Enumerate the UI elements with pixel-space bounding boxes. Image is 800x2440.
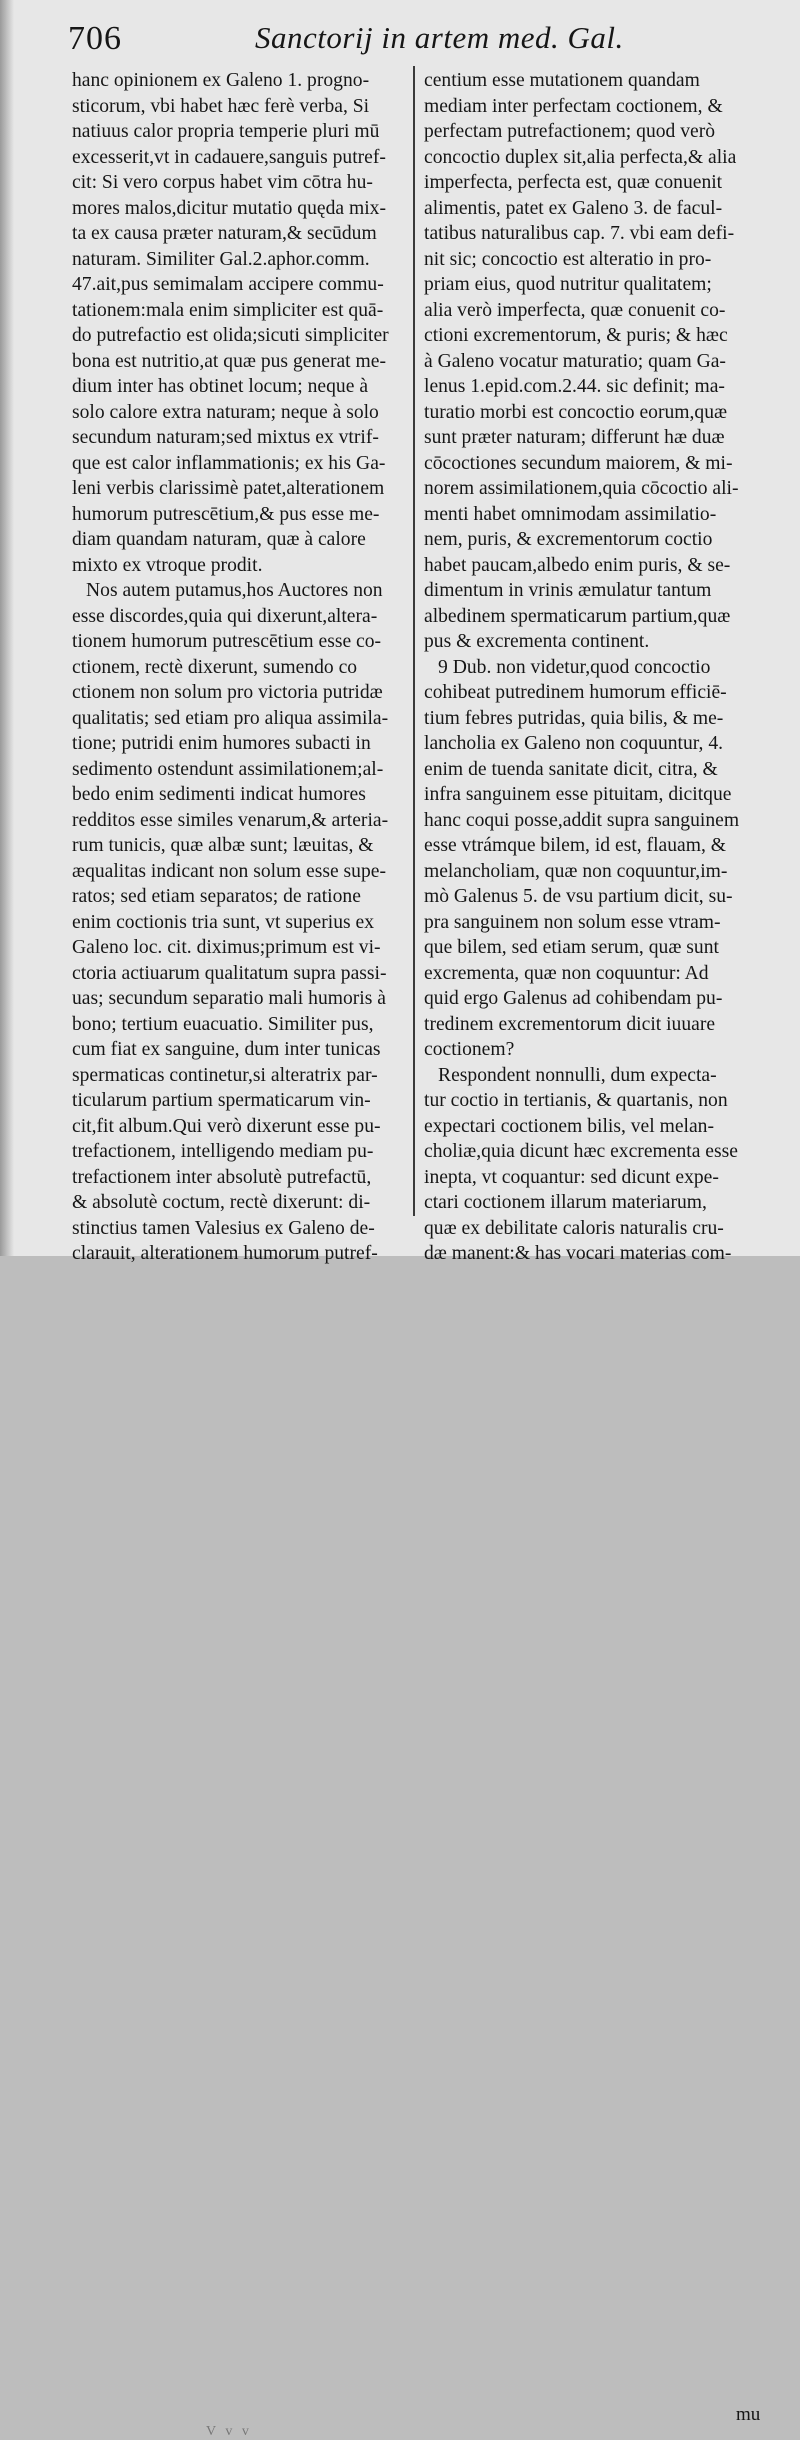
text-line: Nos autem putamus,hos Auctores non <box>86 580 383 601</box>
left-column <box>72 68 412 1267</box>
text-line: lenus 1.epid.com.2.44. sic definit; ma- <box>424 376 725 397</box>
text-line: tur coctio in tertianis, & quartanis, non <box>424 1090 728 1111</box>
text-line: ctoria actiuarum qualitatum supra passi- <box>72 962 387 984</box>
text-line: que bilem, sed etiam serum, quæ sunt <box>424 937 719 958</box>
text-line: que est calor inflammationis; ex his Ga- <box>72 452 386 474</box>
text-line: uas; secundum separatio mali humoris à <box>72 988 386 1009</box>
text-line: concoctio duplex sit,alia perfecta,& alia <box>424 146 737 168</box>
text-line: pus & excrementa continent. <box>424 631 650 652</box>
text-line: naturam. Similiter Gal.2.aphor.comm. <box>72 248 370 270</box>
text-line: 47.ait,pus semimalam accipere commu- <box>72 274 384 295</box>
text-line: natiuus calor propria temperie pluri mū <box>72 121 380 142</box>
text-line: cum fiat ex sanguine, dum inter tunicas <box>72 1039 381 1060</box>
text-line: imperfecta, perfecta est, quæ conuenit <box>424 172 723 193</box>
running-title: Sanctorij in artem med. Gal. <box>255 20 624 55</box>
text-line: pra sanguinem non solum esse vtram- <box>424 911 721 933</box>
text-line: sedimento ostendunt assimilationem;al- <box>72 758 384 780</box>
text-line: nit sic; concoctio est alteratio in pro- <box>424 248 712 270</box>
text-line: inepta, vt coquantur: sed dicunt expe- <box>424 1166 719 1188</box>
text-line: sunt præter naturam; differunt hæ duæ <box>424 427 725 448</box>
text-line: centium esse mutationem quandam <box>424 70 700 91</box>
page-edge-shadow <box>0 0 14 1256</box>
text-line: mixto ex vtroque prodit. <box>72 554 263 576</box>
text-line: habet paucam,albedo enim puris, & se- <box>424 554 731 576</box>
text-line: & absolutè coctum, rectè dixerunt: di- <box>72 1192 371 1213</box>
text-line: expectari coctionem bilis, vel melan- <box>424 1115 714 1137</box>
text-line: ticularum partium spermaticarum vin- <box>72 1090 371 1111</box>
text-line: trefactionem inter absolutè putrefactū, <box>72 1166 372 1188</box>
text-line: enim de tuenda sanitate dicit, citra, & <box>424 758 718 780</box>
text-line: infra sanguinem esse pituitam, dicitque <box>424 784 732 805</box>
text-line: Galeno loc. cit. diximus;primum est vi- <box>72 937 381 958</box>
text-line: hanc coqui posse,addit supra sanguinem <box>424 809 740 831</box>
text-line: tredinem excrementorum dicit iuuare <box>424 1013 716 1035</box>
text-line: alia verò imperfecta, quæ conuenit co- <box>424 299 726 321</box>
text-line: esse discordes,quia qui dixerunt,altera- <box>72 605 378 627</box>
text-line: bono; tertium euacuatio. Similiter pus, <box>72 1013 374 1035</box>
text-line: enim coctionis tria sunt, vt superius ex <box>72 911 375 933</box>
text-line: perfectam putrefactionem; quod verò <box>424 121 716 142</box>
text-line: qualitatis; sed etiam pro aliqua assimila- <box>72 707 389 729</box>
page-number: 706 <box>68 20 122 57</box>
text-line: mò Galenus 5. de vsu partium dicit, su- <box>424 886 733 907</box>
text-line: melancholiam, quæ non coquuntur,im- <box>424 860 728 882</box>
text-line: turatio morbi est concoctio eorum,quæ <box>424 401 728 423</box>
text-line: cohibeat putredinem humorum efficiē- <box>424 682 727 703</box>
text-line: quid ergo Galenus ad cohibendam pu- <box>424 988 723 1009</box>
text-line: coctionem? <box>424 1039 515 1060</box>
text-line: quæ ex debilitate caloris naturalis cru- <box>424 1217 724 1239</box>
text-line: bona est nutritio,at quæ pus generat me- <box>72 350 386 372</box>
catchword: mu <box>736 2404 761 2425</box>
text-line: ctionem, rectè dixerunt, sumendo co <box>72 656 358 678</box>
text-line: sticorum, vbi habet hæc ferè verba, Si <box>72 95 370 117</box>
text-line: ta ex causa præter naturam,& secūdum <box>72 223 377 244</box>
text-line: redditos esse similes venarum,& arteria- <box>72 809 389 831</box>
text-line: tionem humorum putrescētium esse co- <box>72 631 382 652</box>
text-line: lancholia ex Galeno non coquuntur, 4. <box>424 733 724 754</box>
text-line: à Galeno vocatur maturatio; quam Ga- <box>424 350 726 372</box>
text-line: esse vtrámque bilem, id est, flauam, & <box>424 835 726 856</box>
signature-mark: V v v <box>206 2424 252 2439</box>
text-line: dæ manent:& has vocari materias com- <box>424 1243 732 1264</box>
text-line: Respondent nonnulli, dum expecta- <box>438 1064 717 1086</box>
text-line: dium inter has obtinet locum; neque à <box>72 376 369 397</box>
text-line: stinctius tamen Valesius ex Galeno de- <box>72 1217 375 1239</box>
text-line: 9 Dub. non videtur,quod concoctio <box>438 656 711 678</box>
text-line: do putrefactio est olida;sicuti simpliciter <box>72 325 389 346</box>
text-line: leni verbis clarissimè patet,alterationem <box>72 478 385 499</box>
text-line: cōcoctiones secundum maiorem, & mi- <box>424 452 733 474</box>
text-line: tium febres putridas, quia bilis, & me- <box>424 707 724 729</box>
text-line: cit,fit album.Qui verò dixerunt esse pu- <box>72 1115 381 1137</box>
text-line: æqualitas indicant non solum esse supe- <box>72 860 386 882</box>
text-line: ratos; sed etiam separatos; de ratione <box>72 886 361 907</box>
text-line: ctari coctionem illarum materiarum, <box>424 1192 707 1213</box>
text-line: mediam inter perfectam coctionem, & <box>424 95 723 117</box>
text-line: bedo enim sedimenti indicat humores <box>72 784 366 805</box>
right-column <box>424 68 794 1267</box>
text-line: choliæ,quia dicunt hæc excrementa esse <box>424 1141 738 1162</box>
text-line: hanc opinionem ex Galeno 1. progno- <box>72 70 370 91</box>
text-line: tatibus naturalibus cap. 7. vbi eam defi- <box>424 223 735 244</box>
text-line: humorum putrescētium,& pus esse me- <box>72 503 380 525</box>
text-line: rum tunicis, quæ albæ sunt; læuitas, & <box>72 835 374 856</box>
text-line: diam quandam naturam, quæ à calore <box>72 529 366 550</box>
text-line: spermaticas continetur,si alteratrix par- <box>72 1064 378 1086</box>
text-line: nem, puris, & excrementorum coctio <box>424 529 713 550</box>
text-line: excesserit,vt in cadauere,sanguis putref- <box>72 146 386 168</box>
text-line: alimentis, patet ex Galeno 3. de facul- <box>424 197 723 219</box>
text-line: dimentum in vrinis æmulatur tantum <box>424 580 712 601</box>
text-line: tione; putridi enim humores subacti in <box>72 733 371 754</box>
column-divider <box>413 66 415 1216</box>
text-line: cit: Si vero corpus habet vim cōtra hu- <box>72 172 373 193</box>
text-line: ctioni excrementorum, & puris; & hæc <box>424 325 728 346</box>
text-line: norem assimilationem,quia cōcoctio ali- <box>424 478 739 499</box>
text-line: mores malos,dicitur mutatio quęda mix- <box>72 197 386 219</box>
text-line: solo calore extra naturam; neque à solo <box>72 401 379 423</box>
text-line: priam eius, quod nutritur qualitatem; <box>424 274 712 295</box>
text-line: tationem:mala enim simpliciter est quā- <box>72 299 384 321</box>
text-line: clarauit, alterationem humorum putref- <box>72 1243 378 1264</box>
text-line: trefactionem, intelligendo mediam pu- <box>72 1141 374 1162</box>
page-header <box>0 12 800 62</box>
text-line: excrementa, quæ non coquuntur: Ad <box>424 962 709 984</box>
text-line: menti habet omnimodam assimilatio- <box>424 503 717 525</box>
text-line: ctionem non solum pro victoria putridæ <box>72 682 383 703</box>
text-line: albedinem spermaticarum partium,quæ <box>424 605 731 627</box>
text-line: secundum naturam;sed mixtus ex vtrif- <box>72 427 379 448</box>
